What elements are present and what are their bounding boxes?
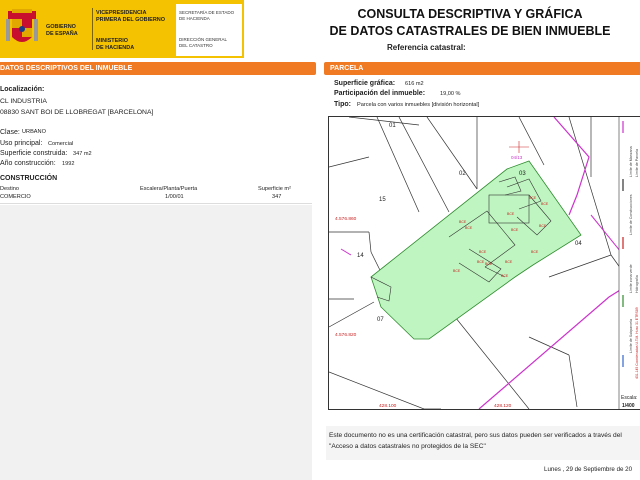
svg-text:Límite zona verde: Límite zona verde — [629, 264, 633, 293]
gobierno-label: GOBIERNO DE ESPAÑA — [46, 24, 78, 37]
vicepresidencia-label: VICEPRESIDENCIA PRIMERA DEL GOBIERNO — [96, 10, 166, 23]
superficie-grafica-value: 616 m2 — [405, 81, 424, 87]
table-row-escalera: 1/00/01 — [165, 194, 184, 200]
header-separator — [92, 8, 93, 50]
footer-date: Lunes , 29 de Septiembre de 20 — [544, 466, 633, 473]
localizacion-label: Localización: — [0, 86, 45, 93]
table-divider — [0, 203, 312, 204]
scale-label: Escala: — [621, 395, 638, 401]
ministerio-label: MINISTERIO DE HACIENDA — [96, 38, 135, 51]
svg-text:Hidrografía: Hidrografía — [635, 275, 639, 293]
coord-x-right: 428.120 — [494, 404, 512, 409]
svg-text:BCE: BCE — [511, 228, 519, 232]
col-escalera: Escalera/Planta/Puerta — [140, 186, 198, 192]
coord-x-left: 428.100 — [379, 404, 397, 409]
localizacion-city: 08830 SANT BOI DE LLOBREGAT [BARCELONA] — [0, 109, 154, 116]
scale-value: 1/400 — [622, 403, 635, 409]
svg-text:BCE: BCE — [507, 212, 515, 216]
svg-text:BCE: BCE — [453, 269, 461, 273]
svg-text:BCE: BCE — [539, 224, 547, 228]
construccion-heading: CONSTRUCCIÓN — [0, 175, 58, 182]
referencia-catastral-label: Referencia catastral: — [387, 43, 466, 52]
anio-construccion-value: 1992 — [62, 161, 75, 167]
col-destino: Destino — [0, 186, 19, 192]
svg-text:BCE: BCE — [529, 196, 537, 200]
parcel-label: 04 — [575, 241, 582, 247]
parcel-label: 02 — [459, 171, 466, 177]
clase-label: Clase: — [0, 129, 20, 136]
datos-descriptivos-header: DATOS DESCRIPTIVOS DEL INMUEBLE — [0, 62, 316, 75]
superficie-grafica-label: Superficie gráfica: — [334, 80, 396, 87]
svg-text:BCE: BCE — [465, 226, 473, 230]
svg-text:431.145 Coordenadas U.T.M. Hus: 431.145 Coordenadas U.T.M. Huso 31 ETRS89 — [635, 307, 639, 379]
parcel-label: 03 — [519, 171, 526, 177]
svg-text:BCE: BCE — [485, 262, 493, 266]
svg-text:BCE: BCE — [477, 260, 485, 264]
tipo-value: Parcela con varios inmuebles [división horizontal] — [357, 102, 480, 108]
coord-y-top: 4.576.860 — [335, 217, 357, 222]
coat-of-arms-icon — [4, 9, 40, 49]
parcel-label: 07 — [377, 317, 384, 323]
superficie-construida-value: 347 m2 — [73, 151, 92, 157]
svg-text:Límite de Parcela: Límite de Parcela — [635, 149, 639, 177]
svg-text:04/13: 04/13 — [511, 155, 523, 160]
secretaria-label: SECRETARÍA DE ESTADO DE HACIENDA — [179, 10, 235, 21]
table-row-destino: COMERCIO — [0, 194, 31, 200]
svg-text:BCE: BCE — [501, 274, 509, 278]
coord-y-bottom: 4.576.820 — [335, 333, 357, 338]
clase-value: URBANO — [22, 129, 46, 135]
direccion-label: DIRECCIÓN GENERAL DEL CATASTRO — [179, 37, 228, 48]
construccion-table-body — [0, 205, 312, 480]
cadastral-map — [328, 116, 640, 410]
svg-text:BCE: BCE — [459, 220, 467, 224]
svg-text:BCE: BCE — [479, 250, 487, 254]
document-title: CONSULTA DESCRIPTIVA Y GRÁFICA DE DATOS CATASTRALES DE BIEN INMUEBLE — [329, 7, 611, 38]
parcel-label: 14 — [357, 253, 364, 259]
parcela-header: PARCELA — [324, 62, 640, 75]
parcel-label: 01 — [389, 123, 396, 129]
superficie-construida-label: Superficie construida: — [0, 150, 68, 157]
anio-construccion-label: Año construcción: — [0, 160, 56, 167]
tipo-label: Tipo: — [334, 101, 351, 108]
svg-text:Límite de Subparcela: Límite de Subparcela — [629, 319, 633, 353]
col-superficie: Superficie m² — [258, 186, 291, 192]
cadastral-map-drawing — [329, 117, 640, 409]
parcel-label: 15 — [379, 197, 386, 203]
svg-text:Límite de Manzana: Límite de Manzana — [629, 146, 633, 177]
svg-text:Límite de Construcciones: Límite de Construcciones — [629, 194, 633, 235]
svg-text:BCE: BCE — [505, 260, 513, 264]
disclaimer-text: Este documento no es una certificación catastral, pero sus datos pueden ser verificados a través del "Acceso a datos catastrales no protegidos de la SEC" — [329, 432, 622, 450]
participacion-label: Participación del inmueble: — [334, 90, 426, 97]
uso-value: Comercial — [48, 141, 74, 147]
participacion-value: 19,00 % — [440, 91, 461, 97]
svg-text:BCE: BCE — [541, 202, 549, 206]
table-row-superficie: 347 — [272, 194, 282, 200]
svg-text:BCE: BCE — [531, 250, 539, 254]
uso-label: Uso principal: — [0, 140, 43, 147]
localizacion-street: CL INDUSTRIA — [0, 98, 47, 105]
